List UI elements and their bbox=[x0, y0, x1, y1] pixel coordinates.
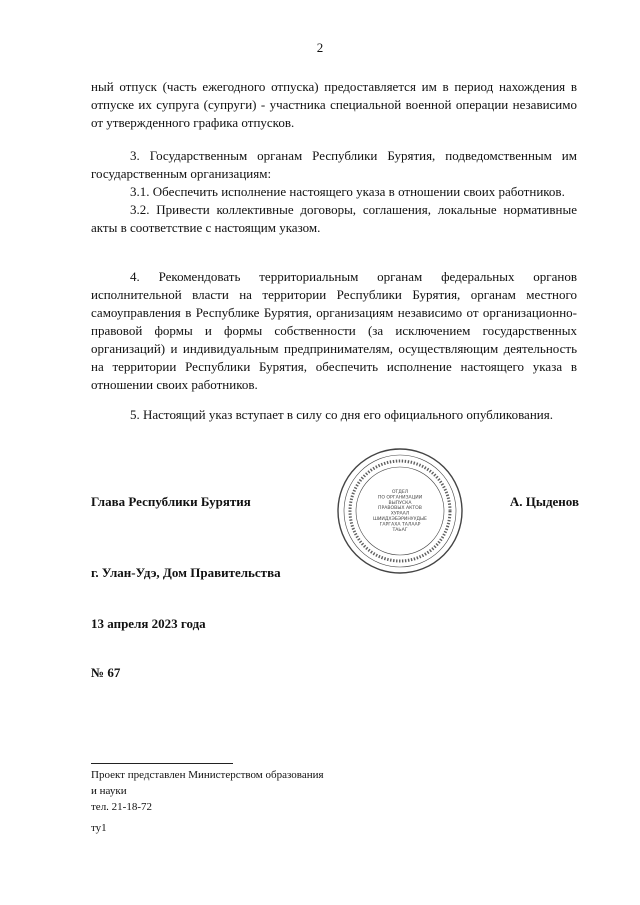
paragraph-continuation-text: ный отпуск (часть ежегодного отпуска) предоставляется им в период нахождения в отпуске их супруга (супруги) - участника специальной военной операции независимо от утвержденного графика отпусков. bbox=[91, 79, 577, 130]
signatory-name: А. Цыденов bbox=[509, 494, 579, 509]
paragraph-5: 5. Настоящий указ вступает в силу со дня его официального опубликования. bbox=[130, 407, 553, 422]
footnote-line-3: тел. 21-18-72 bbox=[91, 801, 153, 813]
paragraph-4: 4. Рекомендовать территориальным органам федеральных органов исполнительной власти на территории Республики Бурятия, органам местного самоуправления в Республике Бурятия, организациям независимо от организационно-правовой формы и формы собственности (за исключением государственных организаций) и индивидуальным предпринимателям, осуществляющим деятельность на территории Республики Бурятия, обеспечить исполнение настоящего указа в отношении своих работников. bbox=[91, 269, 577, 392]
page-number: 2 bbox=[316, 40, 324, 55]
paragraph-3-2: 3.2. Привести коллективные договоры, соглашения, локальные нормативные акты в соответствие с настоящим указом. bbox=[91, 202, 577, 235]
footnote-divider bbox=[91, 763, 233, 764]
seal-text-line: ГАРГАХА ТАЛААР bbox=[379, 522, 421, 528]
place-of-signing: г. Улан-Удэ, Дом Правительства bbox=[91, 565, 281, 580]
seal-text-line: ОТДЕЛ bbox=[391, 490, 409, 495]
signatory-title: Глава Республики Бурятия bbox=[91, 494, 251, 509]
signing-date: 13 апреля 2023 года bbox=[91, 616, 206, 631]
seal-text-line: ХУРААЛ bbox=[390, 511, 410, 517]
section-4 bbox=[91, 268, 577, 394]
section-3 bbox=[91, 147, 577, 237]
seal-text-line: ШИИДХЭБЭРИНУУДЫЕ bbox=[373, 517, 427, 522]
seal-text-line: ВЫПУСКА bbox=[388, 500, 412, 506]
seal-text-line: ПРАВОВЫХ АКТОВ bbox=[378, 506, 422, 512]
official-seal bbox=[336, 447, 464, 575]
footnote-line-1: Проект представлен Министерством образования bbox=[91, 769, 324, 781]
document-code: ту1 bbox=[91, 822, 107, 834]
footnote-line-2: и науки bbox=[91, 785, 127, 797]
seal-text-line: ТАЬАГ bbox=[392, 527, 408, 533]
paragraph-3-1: 3.1. Обеспечить исполнение настоящего указа в отношении своих работников. bbox=[130, 184, 565, 199]
footnote bbox=[91, 767, 324, 815]
document-number: № 67 bbox=[91, 665, 121, 680]
paragraph-3: 3. Государственным органам Республики Бурятия, подведомственным им государственным организациям: bbox=[91, 148, 577, 181]
section-5 bbox=[91, 406, 577, 424]
paragraph-continuation bbox=[91, 78, 577, 132]
seal-text-line: ПО ОРГАНИЗАЦИИ bbox=[377, 495, 423, 501]
